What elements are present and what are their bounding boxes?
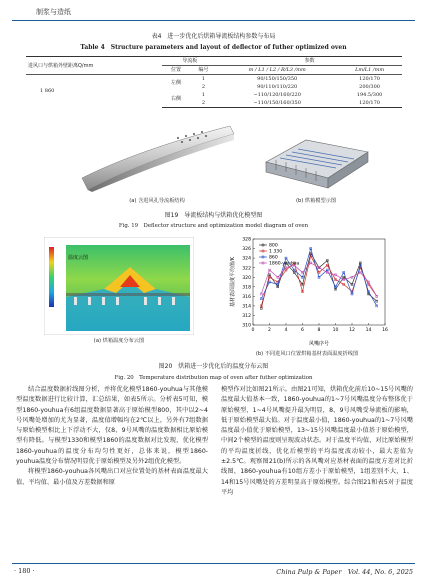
col-group-params: 参数 [217, 57, 402, 66]
number-cell: 2 [190, 99, 218, 108]
legend-label: 860 [269, 255, 278, 261]
y-tick-label: 314 [242, 304, 251, 310]
position-cell: 左侧 [170, 80, 181, 86]
journal-name: China Pulp & Paper Vol. 44, No. 6, 2025 [276, 568, 413, 576]
table-4 [26, 56, 402, 108]
series-layer [260, 248, 378, 310]
oven-model-render [256, 122, 376, 192]
fig20-caption-cn: 图20 烘箱进一步优化后的温度分布云图 [158, 363, 269, 370]
y-tick-label: 310 [242, 323, 251, 329]
param-a-cell: −110/120/160/220 [253, 92, 301, 98]
param-b-cell: 194.5/300 [356, 92, 383, 98]
fig20-caption-en: Fig. 20 Temperature distribution map of oven after futher optimization [114, 375, 313, 381]
body-column-left [16, 385, 208, 488]
table-header-row [26, 57, 402, 66]
col-param-a: m / L1 / L2 / R/L3 /mm [217, 66, 337, 75]
temperature-line-chart [225, 233, 395, 349]
position-cell: 右侧 [162, 91, 190, 108]
x-tick-label: 0 [251, 328, 255, 333]
body-column-right [221, 385, 413, 498]
contour-label: 温度云图 [68, 255, 89, 261]
legend-label: 800 [269, 243, 278, 249]
param-a-cell: 90/110/110/220 [257, 84, 298, 90]
col-number: 编号 [190, 66, 218, 75]
table-title-cn: 表4 进一步优化后烘箱导流板结构参数与布局 [151, 33, 276, 40]
table-row [26, 75, 402, 84]
x-tick-label: 2 [268, 328, 271, 333]
temperature-contour-map [44, 237, 194, 335]
param-b-cell: 120/170 [337, 99, 402, 108]
page-number: · 180 · [14, 567, 35, 575]
y-tick-label: 312 [242, 314, 251, 320]
x-axis [252, 323, 388, 333]
section-title: 制浆与造纸 [36, 8, 71, 16]
fig20a-caption: (a) 烘箱温度分布云图 [93, 338, 145, 344]
y-tick-label: 316 [242, 294, 251, 300]
y-axis-label: 基材表面温度平均值/K [230, 257, 236, 307]
col-group-deflector: 导流板 [162, 57, 217, 66]
y-tick-label: 320 [242, 275, 251, 281]
legend [259, 243, 300, 267]
x-tick-label: 6 [301, 328, 304, 333]
param-a-cell: 90/150/150/350 [257, 76, 298, 82]
y-tick-label: 318 [242, 285, 251, 291]
page-header [0, 0, 427, 30]
fig20b-caption: (b) 不同进风口位置烘箱基材表面温度折线图 [255, 351, 359, 357]
paragraph: 将模型1860-youhua各风嘴出口对应位置处的基材表面温度最大值、平均值、最小值及方差数据和原 [16, 468, 208, 486]
col-param-b: Lm/L1 /mm [337, 66, 402, 75]
paragraph: 结合温度数据折线图分析，并将优化模型1860-youhua与其他模型温度数据进行比较计算，汇总结果，如表5所示。分析表5可知，模型1860-youhua有6组温度数据显著高于原始模型800，其中以2~4号风嘴处增加的尤为显著，温度值增幅均在2℃以上，另外有7组数据与原始模型相比上下浮动不大，仅8、9号风嘴的温度数据相比原始模型有降低。与模型1330和模型1860的温度数据对比发现，优化模型1860-youhua的温度分布均匀性更好，总体来说，模型1860-youhua温度分布情况明显优于原始模型及另外2组优化模型。 [16, 386, 208, 466]
header-rule [12, 20, 415, 21]
y-tick-label: 324 [242, 256, 251, 262]
fig19-caption-cn: 图19 导流板结构与烘箱优化模型图 [164, 212, 263, 219]
y-tick-label: 328 [242, 237, 251, 243]
fig19-caption-en: Fig. 19 Deflector structure and optimization model diagram of oven [118, 223, 309, 229]
legend-label: 1 330 [269, 249, 283, 255]
fig19a-caption: (a) 含进风孔导流板结构 [129, 198, 185, 204]
y-tick-label: 322 [242, 266, 251, 272]
number-cell: 1 [201, 92, 206, 98]
x-tick-label: 10 [332, 328, 339, 333]
q-value-cell: 1 860 [40, 88, 55, 95]
y-tick-label: 326 [242, 247, 251, 253]
x-axis-label: 风嘴序号 [308, 341, 330, 347]
row-header-cell: 进风口与烘箱外壁距离Q/mm [26, 57, 162, 75]
x-tick-label: 16 [382, 328, 388, 333]
deflector-render [78, 120, 236, 192]
paragraph: 模型作对比如图21所示。由图21可知，烘箱优化前后10~15号风嘴的温度最大值基本一致，1860-youhua的1~7号风嘴温度分布整体优于原始模型，1~4号风嘴提升最为明显，8、9号风嘴受导流板的影响，低于原始模型最大值。对于温度最小值，1860-youhua的1~7号风嘴温度最小值优于原始模型，13~15号风嘴温度最小值基于原始模型，中间2个模型的温度则呈现波动状态。对于温度平均值，对比原始模型的平均温度折线，优化后模型的平均温度波动较小，最大差值为±2.5℃。观察图21(b)所示的各风嘴对应基材表面的温度方差对比折线图，1860-youhua有10组方差小于原始模型，1组差别不大，1、14和15号风嘴处的方差明显高于原始模型。综合图21和表5对于温度平均 [221, 386, 413, 496]
x-tick-label: 8 [317, 328, 321, 333]
x-tick-label: 14 [365, 328, 372, 333]
table-title-en: Table 4 Structure parameters and layout of deflector of futher optimized oven [80, 44, 347, 51]
x-tick-label: 12 [349, 328, 355, 333]
number-cell: 1 [201, 76, 206, 82]
legend-label: 1860-youhua [269, 261, 300, 267]
col-position: 位置 [162, 66, 190, 75]
footer-rule [12, 563, 415, 564]
number-cell: 2 [201, 84, 206, 90]
x-tick-label: 4 [284, 328, 288, 333]
param-b-cell: 120/170 [359, 76, 380, 82]
param-b-cell: 200/300 [359, 84, 380, 90]
param-a-cell: −110/150/160/350 [217, 99, 337, 108]
fig19b-caption: (b) 烘箱模型示图 [295, 198, 337, 204]
